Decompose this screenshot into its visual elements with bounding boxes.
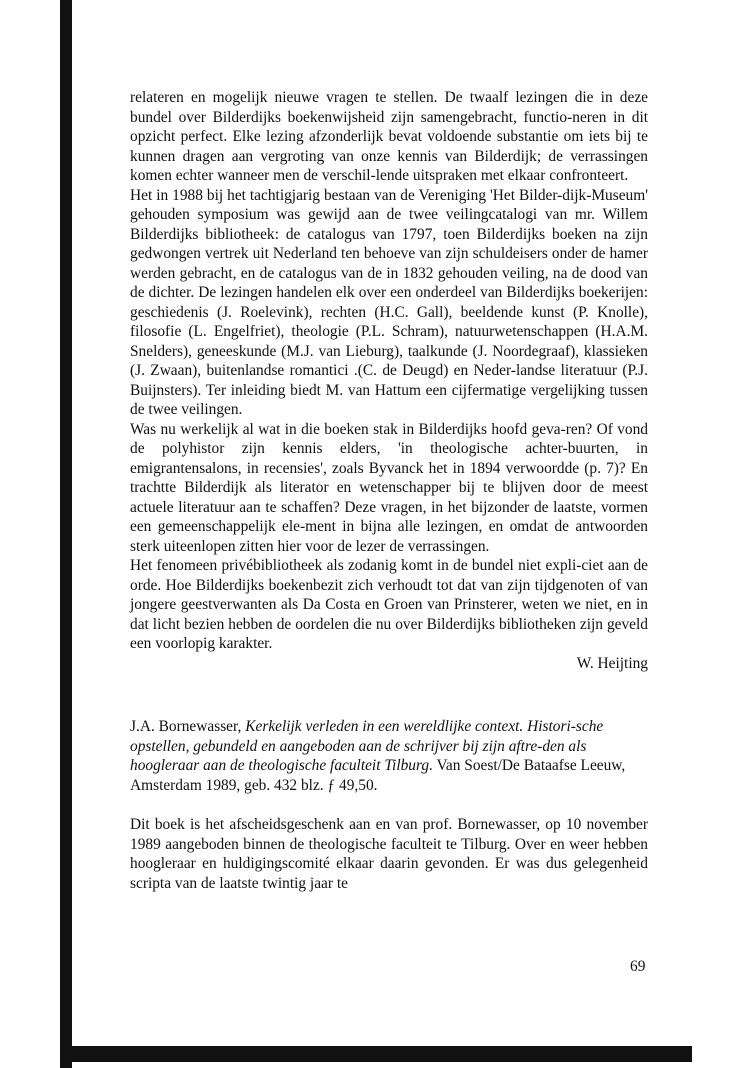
paragraph-3: Was nu werkelijk al wat in die boeken stak in Bilderdijks hoofd geva-ren? Of vond de polyhistor zijn kennis elders, 'in theologische achter-buurten, in emigrantensalons, in recensies', zoals Byvanck het in 1894 verwoordde (p. 7)? En trachtte Bilderdijk als literator en wetenschapper bij te blijven door de meest actuele literatuur aan te schaffen? Deze vragen, in het bijzonder de laatste, vormen een gemeenschappelijk ele-ment in bijna alle lezingen, en omdat de antwoorden sterk uiteenlopen zitten hier voor de lezer de verrassingen. bbox=[130, 420, 648, 555]
review-signature: W. Heijting bbox=[576, 654, 648, 672]
citation-author: J.A. Bornewasser, bbox=[130, 718, 246, 735]
citation-title: Kerkelijk verleden in een wereldlijke context. Histori-sche opstellen, gebundeld en aangeboden aan de schrijver bij zijn aftre-den als hoogleraar aan de theologische faculteit Tilburg. bbox=[130, 718, 604, 774]
citation-publisher: Van Soest/De Bataafse Leeuw, Amsterdam 1989, geb. 432 blz. ƒ 49,50. bbox=[130, 757, 626, 794]
page-text bbox=[130, 88, 648, 893]
scan-left-border bbox=[60, 0, 72, 1068]
page-number: 69 bbox=[630, 958, 646, 975]
review-body: Dit boek is het afscheidsgeschenk aan en van prof. Bornewasser, op 10 november 1989 aangeboden binnen de theologische faculteit te Tilburg. Over en weer hebben hoogleraar en huldigingscomité elkaar daarin gevonden. Er was dus gelegenheid scripta van de laatste twintig jaar te bbox=[130, 816, 648, 892]
paragraph-2: Het in 1988 bij het tachtigjarig bestaan van de Vereniging 'Het Bilder-dijk-Museum' gehouden symposium was gewijd aan de twee veilingcatalogi van mr. Willem Bilderdijks bibliotheek: de catalogus van 1797, toen Bilderdijks boeken na zijn gedwongen vertrek uit Nederland ten behoeve van zijn schuldeisers onder de hamer werden gebracht, en de catalogus van de in 1832 gehouden veiling, na de dood van de dichter. De lezingen handelen elk over een onderdeel van Bilderdijks boekerijen: geschiedenis (J. Roelevink), rechten (H.C. Gall), beeldende kunst (P. Knolle), filosofie (L. Engelfriet), theologie (P.L. Schram), natuurwetenschappen (H.A.M. Snelders), geneeskunde (M.J. van Lieburg), taalkunde (J. Noordegraaf), klassieken (J. Zwaan), buitenlandse romantici .(C. de Deugd) en Neder-landse literatuur (P.J. Buijnsters). Ter inleiding biedt M. van Hattum een cijfermatige vergelijking tussen de twee veilingen. bbox=[130, 186, 648, 418]
paragraph-4: Het fenomeen privébibliotheek als zodanig komt in de bundel niet expli-ciet aan de orde. Hoe Bilderdijks boekenbezit zich verhoudt tot dat van zijn tijdgenoten of van jongere geestverwanten als Da Costa en Groen van Prinsterer, weten we niet, en in dat licht bezien hebben de oordelen die nu over Bilderdijks bibliotheken zijn geveld een voorlopig karakter. bbox=[130, 557, 648, 652]
scan-bottom-border bbox=[60, 1046, 692, 1062]
review-citation bbox=[130, 717, 648, 795]
paragraph-1: relateren en mogelijk nieuwe vragen te stellen. De twaalf lezingen die in deze bundel over Bilderdijks boekenwijsheid zijn samengebracht, functio-neren in dit opzicht perfect. Elke lezing afzonderlijk bevat voldoende substantie om iets bij te kunnen dragen aan vergroting van onze kennis van Bilderdijk; de verrassingen komen echter wanneer men de verschil-lende uitspraken met elkaar confronteert. bbox=[130, 89, 648, 184]
